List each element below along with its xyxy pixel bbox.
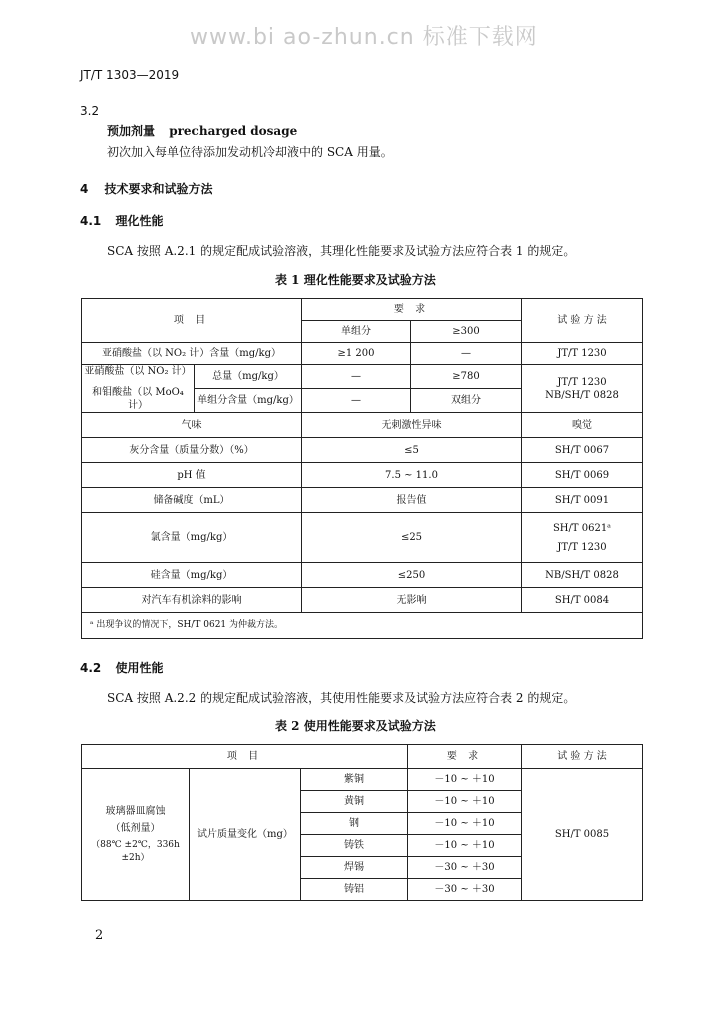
- t1-total-single: —: [302, 365, 411, 389]
- t2-metal-req: －30 ~ ＋30: [408, 857, 522, 879]
- t1-cl-method-line1: SH/T 0621ᵃ: [552, 522, 612, 534]
- table-row: [82, 769, 643, 791]
- t2-metal-name: 钢: [301, 813, 408, 835]
- t1-nm-item: [82, 365, 195, 413]
- t1-single-content-single: —: [302, 389, 411, 413]
- t1-header-method: 试 验 方 法: [522, 299, 643, 343]
- t1-paint-method: SH/T 0084: [522, 588, 643, 613]
- clause-3-2-number: 3.2: [80, 104, 100, 118]
- t1-ph-item: pH 值: [82, 463, 302, 488]
- watermark: www.bi ao-zhun.cn 标准下载网: [190, 25, 538, 50]
- t1-nitrite-ge300: —: [411, 343, 522, 365]
- t2-metal-req: －10 ~ ＋10: [408, 813, 522, 835]
- table1: [81, 298, 643, 639]
- t1-header-single: 单组分: [302, 321, 411, 343]
- t1-cl-req: ≤25: [302, 513, 522, 563]
- t1-nitrite-single: ≥1 200: [302, 343, 411, 365]
- t1-odor-item: 气味: [82, 413, 302, 438]
- t1-cl-method-line2: JT/T 1230: [557, 541, 607, 553]
- t2-metal-req: －30 ~ ＋30: [408, 879, 522, 901]
- t1-nm-item-line1: 亚硝酸盐（以 NO₂ 计）: [84, 366, 192, 377]
- table1-caption: 表 1 理化性能要求及试验方法: [275, 273, 436, 287]
- t1-paint-item: 对汽车有机涂料的影响: [82, 588, 302, 613]
- section-4-heading: [80, 180, 213, 197]
- table-row: [82, 563, 643, 588]
- table-row: [82, 463, 643, 488]
- t2-metal-name: 紫铜: [301, 769, 408, 791]
- t1-nm-item-line2: 和钼酸盐（以 MoO₄ 计）: [92, 387, 184, 411]
- t1-alk-req: 报告值: [302, 488, 522, 513]
- t2-metal-name: 焊锡: [301, 857, 408, 879]
- t2-group-line3: （88℃ ±2℃，336h ±2h）: [91, 839, 180, 863]
- t2-metal-req: －10 ~ ＋10: [408, 769, 522, 791]
- section-4-1-heading: [80, 212, 163, 229]
- section-4-1-title: 理化性能: [115, 214, 164, 228]
- t1-total-ge300: ≥780: [411, 365, 522, 389]
- section-4-1-number: 4.1: [80, 214, 102, 228]
- t1-header-item: 项 目: [82, 299, 302, 343]
- section-4-2-number: 4.2: [80, 661, 102, 675]
- t1-odor-method: 嗅觉: [522, 413, 643, 438]
- t2-metal-name: 铸铝: [301, 879, 408, 901]
- term-heading: [107, 122, 297, 139]
- t2-sub-item: 试片质量变化（mg）: [190, 769, 301, 901]
- table-row: [82, 613, 643, 639]
- t1-ash-method: SH/T 0067: [522, 438, 643, 463]
- table-row: [82, 513, 643, 563]
- t1-si-item: 硅含量（mg/kg）: [82, 563, 302, 588]
- t1-odor-req: 无刺激性异味: [302, 413, 522, 438]
- t1-paint-req: 无影响: [302, 588, 522, 613]
- t1-ph-method: SH/T 0069: [522, 463, 643, 488]
- t2-group-line2: （低剂量）: [110, 822, 161, 834]
- table-row: [82, 488, 643, 513]
- term-definition: 初次加入每单位待添加发动机冷却液中的 SCA 用量。: [107, 145, 393, 159]
- t2-header-item: 项 目: [82, 745, 408, 769]
- t2-group-line1: 玻璃器皿腐蚀: [105, 805, 166, 817]
- t2-header-method: 试 验 方 法: [522, 745, 643, 769]
- section-4-2-text: SCA 按照 A.2.2 的规定配成试验溶液，其使用性能要求及试验方法应符合表 2 的规定。: [107, 691, 576, 705]
- t1-ash-req: ≤5: [302, 438, 522, 463]
- table-row: [82, 438, 643, 463]
- t1-nm-method-line2: NB/SH/T 0828: [545, 389, 619, 401]
- t1-ph-req: 7.5 ~ 11.0: [302, 463, 522, 488]
- table-row: [82, 413, 643, 438]
- section-4-2-title: 使用性能: [115, 661, 164, 675]
- t1-cl-method: [522, 513, 643, 563]
- t1-nitrite-item: 亚硝酸盐（以 NO₂ 计）含量（mg/kg）: [82, 343, 302, 365]
- t1-alk-item: 储备碱度（mL）: [82, 488, 302, 513]
- section-4-number: 4: [80, 182, 89, 196]
- section-4-2-heading: [80, 659, 163, 676]
- t1-total-label: 总量（mg/kg）: [195, 365, 302, 389]
- t1-nitrite-method: JT/T 1230: [522, 343, 643, 365]
- table-row: [82, 588, 643, 613]
- t1-header-requirement: 要 求: [302, 299, 522, 321]
- t2-metal-name: 黄铜: [301, 791, 408, 813]
- standard-code: JT/T 1303—2019: [80, 68, 180, 82]
- t2-metal-req: －10 ~ ＋10: [408, 835, 522, 857]
- page-number: 2: [95, 928, 104, 943]
- t2-metal-name: 铸铁: [301, 835, 408, 857]
- t1-header-ge300: ≥300: [411, 321, 522, 343]
- t1-nm-method: [522, 365, 643, 413]
- t1-cl-item: 氯含量（mg/kg）: [82, 513, 302, 563]
- t1-si-method: NB/SH/T 0828: [522, 563, 643, 588]
- table2-caption: 表 2 使用性能要求及试验方法: [275, 719, 436, 733]
- t2-header-requirement: 要 求: [408, 745, 522, 769]
- t1-footnote: ᵃ 出现争议的情况下，SH/T 0621 为仲裁方法。: [82, 613, 643, 639]
- t1-ash-item: 灰分含量（质量分数）（%）: [82, 438, 302, 463]
- section-4-title: 技术要求和试验方法: [104, 182, 213, 196]
- t1-single-content-ge300: 双组分: [411, 389, 522, 413]
- term-cn: 预加剂量: [107, 124, 156, 138]
- t1-alk-method: SH/T 0091: [522, 488, 643, 513]
- t1-nm-method-line1: JT/T 1230: [557, 376, 607, 388]
- t2-method: SH/T 0085: [522, 769, 643, 901]
- table2: [81, 744, 643, 901]
- table-row: [82, 365, 643, 389]
- table-row: [82, 343, 643, 365]
- t2-metal-req: －10 ~ ＋10: [408, 791, 522, 813]
- t2-group: [82, 769, 190, 901]
- term-en: precharged dosage: [169, 124, 298, 138]
- section-4-1-text: SCA 按照 A.2.1 的规定配成试验溶液，其理化性能要求及试验方法应符合表 1 的规定。: [107, 244, 576, 258]
- t1-single-content-label: 单组分含量（mg/kg）: [195, 389, 302, 413]
- t1-si-req: ≤250: [302, 563, 522, 588]
